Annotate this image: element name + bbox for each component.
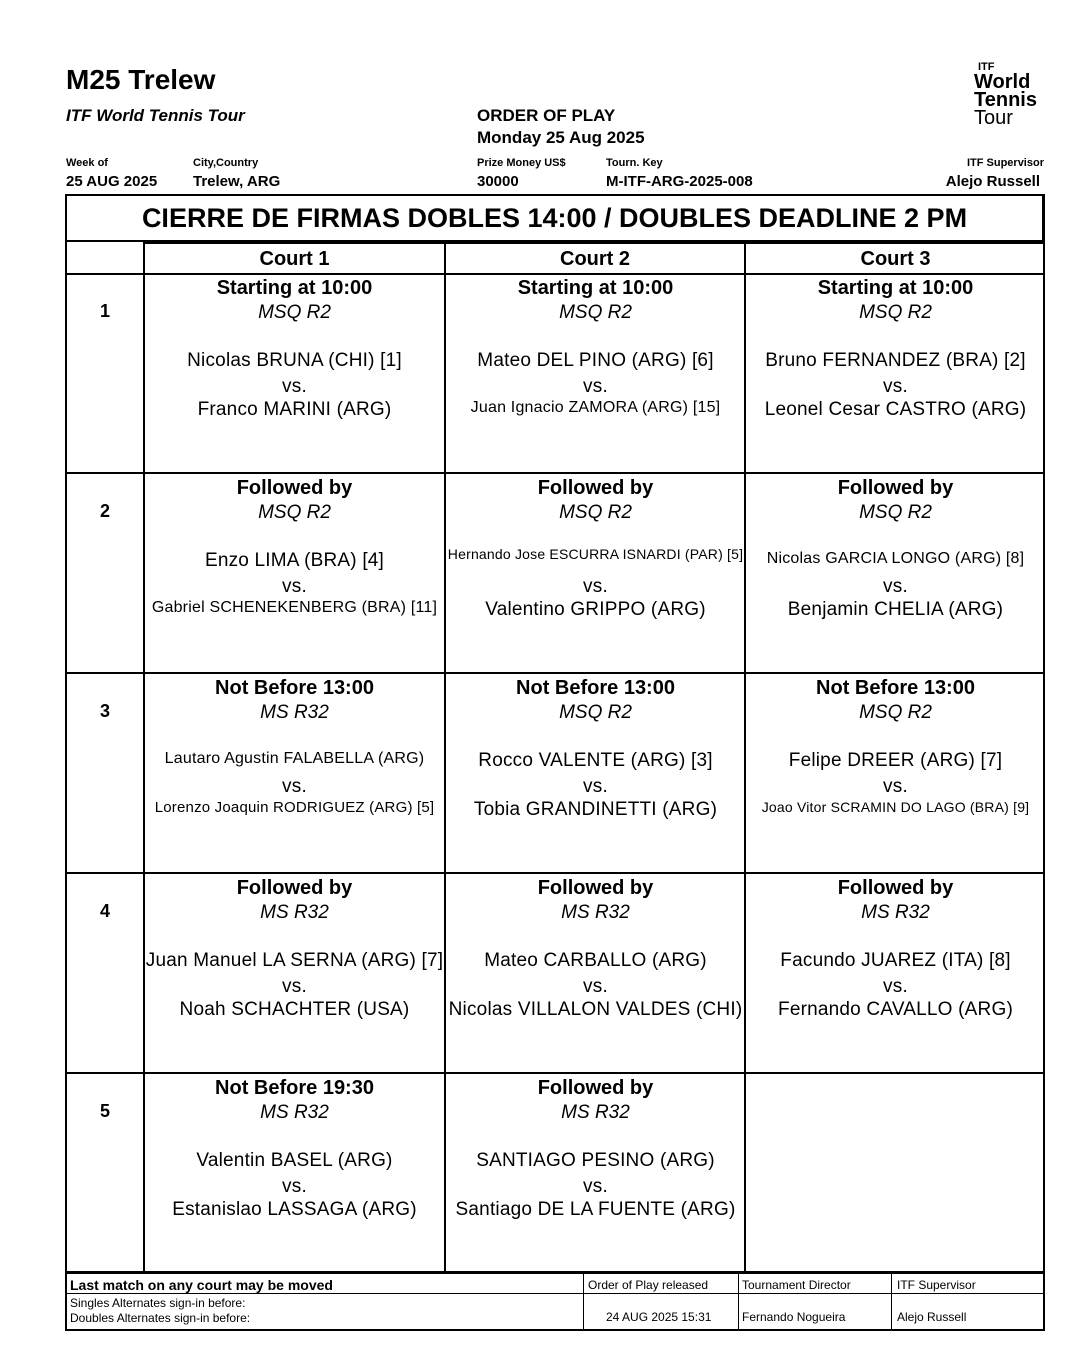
player-1: Mateo DEL PINO (ARG) [6] xyxy=(477,350,714,371)
match-start: Followed by xyxy=(537,1077,654,1099)
player-1: Juan Manuel LA SERNA (ARG) [7] xyxy=(145,950,444,971)
player-2: Valentino GRIPPO (ARG) xyxy=(485,599,706,620)
player-2: Benjamin CHELIA (ARG) xyxy=(787,599,1004,620)
match-start: Followed by xyxy=(236,477,353,499)
versus: vs. xyxy=(583,976,608,997)
match-cell xyxy=(746,275,1045,471)
released-label: Order of Play released xyxy=(588,1278,709,1292)
match-start: Not Before 13:00 xyxy=(215,677,374,699)
logo-line-2: Tennis xyxy=(974,89,1037,111)
court-1-header: Court 1 xyxy=(259,248,330,270)
player-1: Nicolas BRUNA (CHI) [1] xyxy=(187,350,402,371)
player-2: Santiago DE LA FUENTE (ARG) xyxy=(455,1199,736,1220)
match-cell xyxy=(446,675,745,871)
versus: vs. xyxy=(282,376,307,397)
doubles-deadline-banner: CIERRE DE FIRMAS DOBLES 14:00 / DOUBLES DEADLINE 2 PM xyxy=(65,194,1045,242)
versus: vs. xyxy=(883,376,908,397)
match-start: Starting at 10:00 xyxy=(216,277,373,299)
footer-divider xyxy=(583,1274,584,1329)
schedule-grid xyxy=(65,242,1045,1274)
versus: vs. xyxy=(282,776,307,797)
row-number: 3 xyxy=(99,701,110,721)
match-start: Starting at 10:00 xyxy=(517,277,674,299)
player-2: Joao Vitor SCRAMIN DO LAGO (BRA) [9] xyxy=(761,799,1030,815)
prize-value: 30000 xyxy=(477,173,519,190)
prize-label: Prize Money US$ xyxy=(477,157,566,169)
row-number: 5 xyxy=(99,1101,110,1121)
match-event: MSQ R2 xyxy=(258,502,331,523)
singles-alternates-note: Singles Alternates sign-in before: xyxy=(70,1296,246,1310)
order-of-play-date: Monday 25 Aug 2025 xyxy=(477,128,645,147)
versus: vs. xyxy=(583,1176,608,1197)
footer-divider xyxy=(738,1274,739,1329)
logo-line-1: World xyxy=(974,71,1031,93)
match-start: Not Before 13:00 xyxy=(516,677,675,699)
match-cell xyxy=(746,875,1045,1071)
match-cell xyxy=(446,475,745,671)
match-event: MS R32 xyxy=(260,702,329,723)
tournament-title: M25 Trelew xyxy=(66,64,216,95)
city-value: Trelew, ARG xyxy=(193,173,281,190)
row-number: 2 xyxy=(99,501,110,521)
week-value: 25 AUG 2025 xyxy=(66,173,158,190)
player-1: Rocco VALENTE (ARG) [3] xyxy=(478,750,713,771)
versus: vs. xyxy=(883,976,908,997)
versus: vs. xyxy=(282,576,307,597)
tourn-key-value: M-ITF-ARG-2025-008 xyxy=(606,173,753,190)
logo-itf-text: ITF xyxy=(978,61,995,73)
player-2: Lorenzo Joaquin RODRIGUEZ (ARG) [5] xyxy=(154,799,435,816)
director-label: Tournament Director xyxy=(742,1278,851,1292)
player-2: Noah SCHACHTER (USA) xyxy=(179,999,410,1020)
match-start: Starting at 10:00 xyxy=(817,277,974,299)
match-start: Followed by xyxy=(537,877,654,899)
player-1: Nicolas GARCIA LONGO (ARG) [8] xyxy=(766,550,1025,567)
player-2: Fernando CAVALLO (ARG) xyxy=(778,999,1013,1020)
match-event: MS R32 xyxy=(861,902,930,923)
player-1: Bruno FERNANDEZ (BRA) [2] xyxy=(765,350,1026,371)
player-1: SANTIAGO PESINO (ARG) xyxy=(476,1150,715,1171)
player-2: Leonel Cesar CASTRO (ARG) xyxy=(764,399,1027,420)
player-1: Hernando Jose ESCURRA ISNARDI (PAR) [5] xyxy=(447,546,744,562)
tour-name: ITF World Tennis Tour xyxy=(66,106,245,125)
match-cell xyxy=(145,1075,444,1271)
supervisor-label: ITF Supervisor xyxy=(966,157,1044,169)
versus: vs. xyxy=(583,776,608,797)
released-value: 24 AUG 2025 15:31 xyxy=(606,1310,712,1324)
itf-world-tennis-tour-logo xyxy=(974,62,1054,127)
match-cell xyxy=(446,1075,745,1271)
footer-divider xyxy=(891,1274,892,1329)
player-2: Gabriel SCHENEKENBERG (BRA) [11] xyxy=(151,599,438,616)
match-event: MSQ R2 xyxy=(859,302,932,323)
match-event: MS R32 xyxy=(561,1102,630,1123)
match-cell xyxy=(746,475,1045,671)
footer-table xyxy=(65,1274,1045,1331)
match-cell xyxy=(145,275,444,471)
city-label: City,Country xyxy=(193,157,259,169)
match-event: MS R32 xyxy=(260,902,329,923)
match-start: Not Before 19:30 xyxy=(215,1077,374,1099)
player-2: Tobia GRANDINETTI (ARG) xyxy=(473,799,718,820)
last-match-note: Last match on any court may be moved xyxy=(70,1277,333,1293)
match-start: Followed by xyxy=(236,877,353,899)
logo-line-3: Tour xyxy=(974,107,1013,129)
grid-divider xyxy=(67,872,1043,874)
player-2: Juan Ignacio ZAMORA (ARG) [15] xyxy=(470,399,721,416)
grid-divider xyxy=(67,672,1043,674)
match-start: Followed by xyxy=(837,877,954,899)
match-cell xyxy=(446,275,745,471)
match-cell xyxy=(746,675,1045,871)
court-3-header: Court 3 xyxy=(860,248,931,270)
player-2: Franco MARINI (ARG) xyxy=(197,399,392,420)
director-value: Fernando Nogueira xyxy=(742,1310,846,1324)
versus: vs. xyxy=(883,576,908,597)
match-cell xyxy=(145,475,444,671)
match-cell-empty xyxy=(746,1075,1045,1271)
footer-supervisor-value: Alejo Russell xyxy=(897,1310,967,1324)
versus: vs. xyxy=(282,976,307,997)
match-cell xyxy=(145,675,444,871)
player-1: Enzo LIMA (BRA) [4] xyxy=(204,550,385,571)
week-label: Week of xyxy=(66,157,108,169)
match-cell xyxy=(446,875,745,1071)
player-1: Felipe DREER (ARG) [7] xyxy=(788,750,1003,771)
match-start: Not Before 13:00 xyxy=(816,677,975,699)
match-start: Followed by xyxy=(837,477,954,499)
versus: vs. xyxy=(583,376,608,397)
versus: vs. xyxy=(583,576,608,597)
match-event: MSQ R2 xyxy=(859,502,932,523)
match-event: MSQ R2 xyxy=(859,702,932,723)
grid-divider xyxy=(67,472,1043,474)
match-event: MSQ R2 xyxy=(559,502,632,523)
player-1: Lautaro Agustin FALABELLA (ARG) xyxy=(164,750,425,767)
player-1: Facundo JUAREZ (ITA) [8] xyxy=(780,950,1011,971)
match-event: MSQ R2 xyxy=(258,302,331,323)
versus: vs. xyxy=(883,776,908,797)
versus: vs. xyxy=(282,1176,307,1197)
tourn-key-label: Tourn. Key xyxy=(606,157,663,169)
footer-supervisor-label: ITF Supervisor xyxy=(897,1278,976,1292)
match-event: MSQ R2 xyxy=(559,302,632,323)
order-of-play-label: ORDER OF PLAY xyxy=(477,106,616,125)
footer-divider xyxy=(67,1293,1043,1294)
court-2-header: Court 2 xyxy=(560,248,630,270)
row-number: 1 xyxy=(99,301,110,321)
match-event: MS R32 xyxy=(561,902,630,923)
match-start: Followed by xyxy=(537,477,654,499)
row-number: 4 xyxy=(99,901,110,921)
player-1: Valentin BASEL (ARG) xyxy=(196,1150,393,1171)
player-1: Mateo CARBALLO (ARG) xyxy=(484,950,707,971)
player-2: Nicolas VILLALON VALDES (CHI) xyxy=(448,999,743,1020)
player-2: Estanislao LASSAGA (ARG) xyxy=(172,1199,417,1220)
doubles-alternates-note: Doubles Alternates sign-in before: xyxy=(70,1311,251,1325)
grid-divider xyxy=(67,1072,1043,1074)
supervisor-value: Alejo Russell xyxy=(945,173,1040,190)
match-event: MSQ R2 xyxy=(559,702,632,723)
match-event: MS R32 xyxy=(260,1102,329,1123)
match-cell xyxy=(145,875,444,1071)
